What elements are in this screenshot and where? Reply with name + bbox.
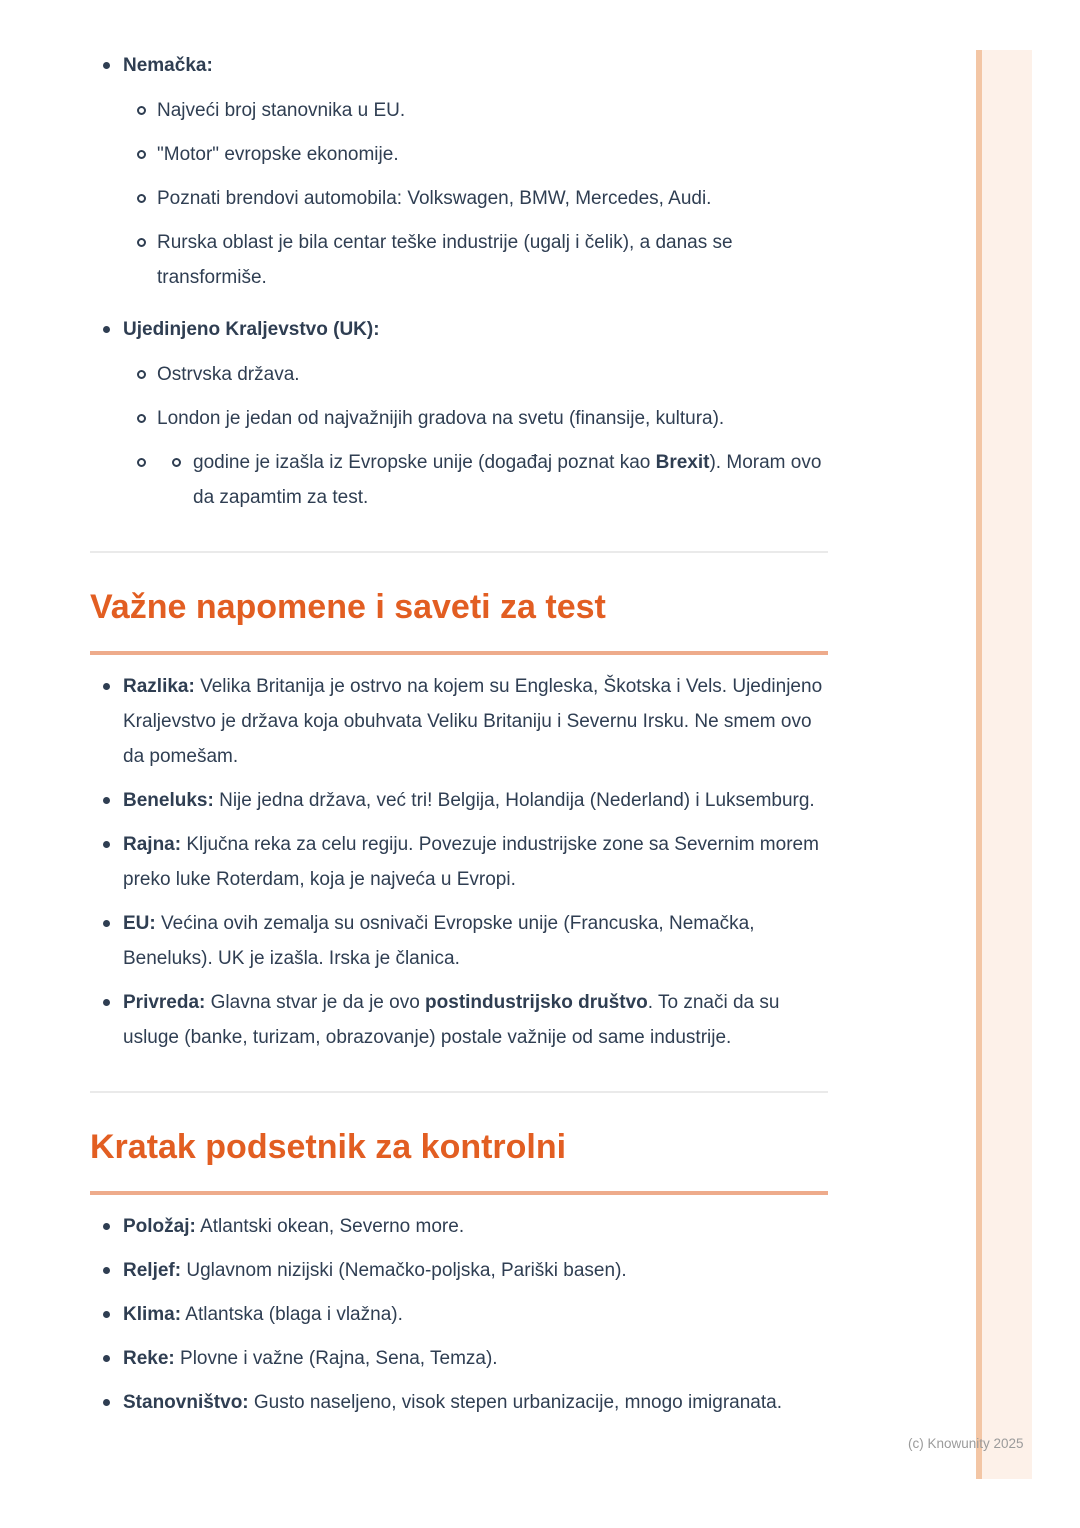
section-divider <box>90 551 828 553</box>
item-text: Atlantski okean, Severno more. <box>195 1216 465 1237</box>
item-text: Gusto naseljeno, visok stepen urbanizacije, mnogo imigranata. <box>248 1392 782 1413</box>
list-item-reljef <box>90 1253 828 1288</box>
list-item: Rurska oblast je bila centar teške industrije (ugalj i čelik), a danas se transformiše. <box>123 225 828 295</box>
decorative-side-strip <box>976 50 1032 1479</box>
item-text-pre: Glavna stvar je da je ovo <box>205 992 426 1013</box>
item-label: Reljef: <box>123 1260 182 1281</box>
item-text: Plovne i važne (Rajna, Sena, Temza). <box>174 1348 498 1369</box>
list-item-stanovnistvo <box>90 1385 828 1420</box>
item-text: Velika Britanija je ostrvo na kojem su Engleska, Škotska i Vels. Ujedinjeno Kraljevstvo je država koja obuhvata Veliku Britaniju i Severnu Irsku. Ne smem ovo da pomešam. <box>123 676 823 767</box>
footer-credit: (c) Knowunity 2025 <box>908 1436 1024 1451</box>
item-label: Reke: <box>123 1348 175 1369</box>
item-text-post: . To znači da su usluge (banke, turizam, obrazovanje) postale važnije od same industrije. <box>123 992 780 1048</box>
list-item-klima <box>90 1297 828 1332</box>
uk-nested-sublist <box>157 445 828 515</box>
list-item: "Motor" evropske ekonomije. <box>123 137 828 172</box>
list-item-razlika <box>90 669 828 774</box>
item-text: Nije jedna država, već tri! Belgija, Holandija (Nederland) i Luksemburg. <box>213 790 815 811</box>
list-item-eu <box>90 906 828 976</box>
uk-label: Ujedinjeno Kraljevstvo (UK): <box>123 319 380 340</box>
notes-content <box>90 48 828 1429</box>
list-item-beneluks <box>90 783 828 818</box>
brexit-text-post: ). Moram ovo da zapamtim za test. <box>193 452 822 508</box>
list-item-nested <box>123 445 828 515</box>
item-label: Stanovništvo: <box>123 1392 249 1413</box>
list-item-germany <box>90 48 828 295</box>
tips-list <box>90 669 828 1055</box>
item-text-bold: postindustrijsko društvo <box>425 992 648 1013</box>
heading-underline <box>90 1191 828 1195</box>
section-divider <box>90 1091 828 1093</box>
item-text: Uglavnom nizijski (Nemačko-poljska, Pariški basen). <box>181 1260 627 1281</box>
section-title-recap: Kratak podsetnik za kontrolni <box>90 1128 567 1166</box>
item-text: Ključna reka za celu regiju. Povezuje industrijske zone sa Severnim morem preko luke Roterdam, koja je najveća u Evropi. <box>123 834 819 890</box>
recap-list <box>90 1209 828 1420</box>
list-item: Najveći broj stanovnika u EU. <box>123 93 828 128</box>
section-title-tips: Važne napomene i saveti za test <box>90 588 606 626</box>
list-item-rajna <box>90 827 828 897</box>
item-label: Rajna: <box>123 834 182 855</box>
brexit-text-pre: godine je izašla iz Evropske unije (događaj poznat kao <box>193 452 656 473</box>
list-item: Ostrvska država. <box>123 357 828 392</box>
list-item-polozaj <box>90 1209 828 1244</box>
item-label: Razlika: <box>123 676 195 697</box>
germany-label: Nemačka: <box>123 55 213 76</box>
item-text: Većina ovih zemalja su osnivači Evropske unije (Francuska, Nemačka, Beneluks). UK je izašla. Irska je članica. <box>123 913 755 969</box>
brexit-bold: Brexit <box>655 452 710 473</box>
item-label: EU: <box>123 913 156 934</box>
heading-underline <box>90 651 828 655</box>
list-item-reke <box>90 1341 828 1376</box>
country-notes-list <box>90 48 828 515</box>
item-label: Položaj: <box>123 1216 196 1237</box>
list-item-uk <box>90 312 828 515</box>
list-item: London je jedan od najvažnijih gradova na svetu (finansije, kultura). <box>123 401 828 436</box>
list-item-privreda <box>90 985 828 1055</box>
list-item: Poznati brendovi automobila: Volkswagen, BMW, Mercedes, Audi. <box>123 181 828 216</box>
germany-sublist <box>123 93 828 295</box>
item-label: Privreda: <box>123 992 206 1013</box>
item-label: Beneluks: <box>123 790 214 811</box>
item-text: Atlantska (blaga i vlažna). <box>181 1304 403 1325</box>
list-item-brexit <box>157 445 828 515</box>
uk-sublist <box>123 357 828 515</box>
item-label: Klima: <box>123 1304 182 1325</box>
